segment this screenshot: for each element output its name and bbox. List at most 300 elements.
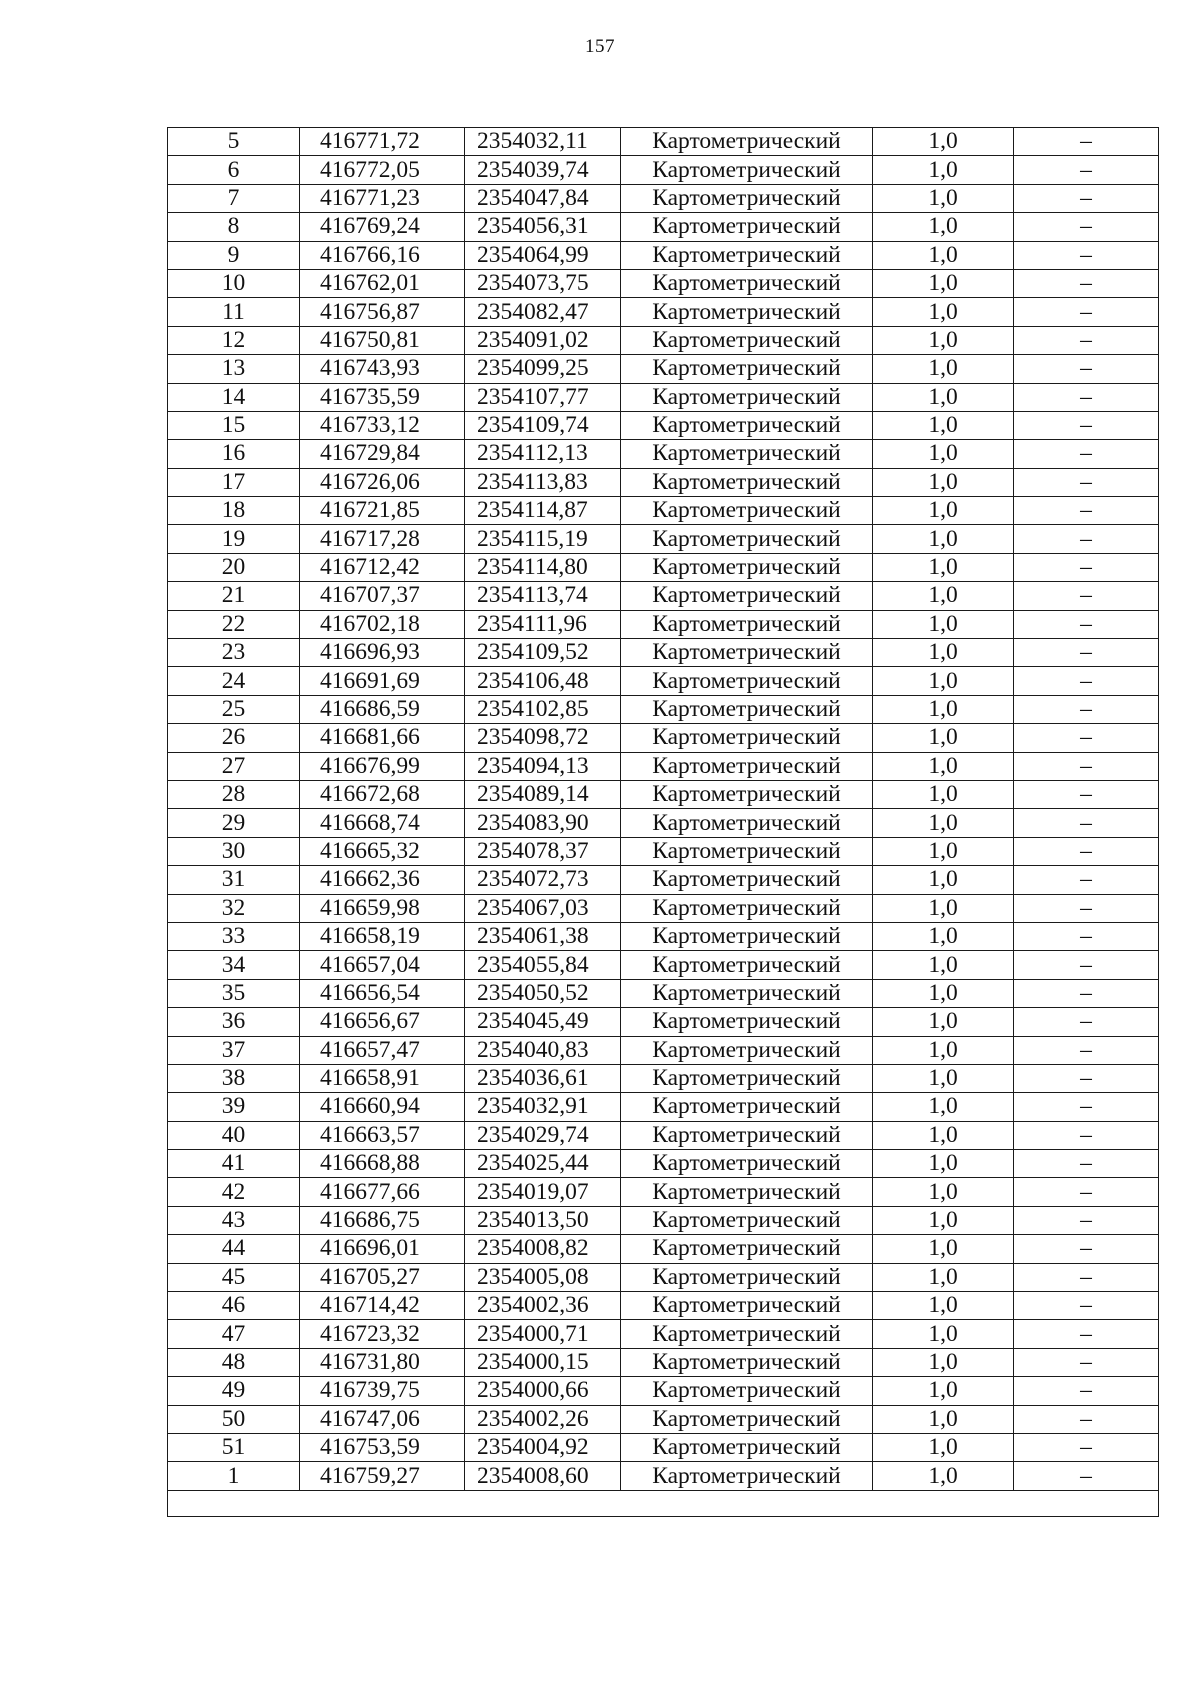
coordinate-x-cell: 416659,98: [300, 894, 465, 922]
description-cell: –: [1014, 326, 1159, 354]
method-cell: Картометрический: [621, 894, 873, 922]
coordinate-x-cell: 416657,04: [300, 951, 465, 979]
coordinate-x-cell: 416705,27: [300, 1263, 465, 1291]
coordinate-x-cell: 416772,05: [300, 156, 465, 184]
accuracy-cell: 1,0: [873, 383, 1014, 411]
table-row: [168, 866, 1159, 894]
method-cell: Картометрический: [621, 1064, 873, 1092]
table-row: [168, 1121, 1159, 1149]
description-cell: –: [1014, 639, 1159, 667]
point-number-cell: 46: [168, 1292, 300, 1320]
accuracy-cell: 1,0: [873, 1348, 1014, 1376]
coordinate-x-cell: 416660,94: [300, 1093, 465, 1121]
point-number-cell: 19: [168, 525, 300, 553]
accuracy-cell: 1,0: [873, 780, 1014, 808]
accuracy-cell: 1,0: [873, 269, 1014, 297]
point-number-cell: 35: [168, 979, 300, 1007]
method-cell: Картометрический: [621, 1235, 873, 1263]
table-row: [168, 951, 1159, 979]
table-row: [168, 1320, 1159, 1348]
accuracy-cell: 1,0: [873, 1433, 1014, 1461]
description-cell: –: [1014, 752, 1159, 780]
method-cell: Картометрический: [621, 411, 873, 439]
coordinate-y-cell: 2354025,44: [465, 1150, 621, 1178]
table-row: [168, 156, 1159, 184]
coordinate-x-cell: 416729,84: [300, 440, 465, 468]
table-row: [168, 411, 1159, 439]
point-number-cell: 15: [168, 411, 300, 439]
description-cell: –: [1014, 809, 1159, 837]
description-cell: –: [1014, 1377, 1159, 1405]
accuracy-cell: 1,0: [873, 1263, 1014, 1291]
table-row: [168, 128, 1159, 156]
point-number-cell: 39: [168, 1093, 300, 1121]
coordinate-y-cell: 2354112,13: [465, 440, 621, 468]
coordinate-y-cell: 2354045,49: [465, 1008, 621, 1036]
coordinate-x-cell: 416714,42: [300, 1292, 465, 1320]
accuracy-cell: 1,0: [873, 1320, 1014, 1348]
coordinate-y-cell: 2354078,37: [465, 837, 621, 865]
accuracy-cell: 1,0: [873, 241, 1014, 269]
description-cell: –: [1014, 1462, 1159, 1490]
coordinate-x-cell: 416743,93: [300, 355, 465, 383]
point-number-cell: 10: [168, 269, 300, 297]
accuracy-cell: 1,0: [873, 1377, 1014, 1405]
table-row: [168, 1462, 1159, 1490]
method-cell: Картометрический: [621, 780, 873, 808]
method-cell: Картометрический: [621, 1292, 873, 1320]
coordinate-y-cell: 2354056,31: [465, 213, 621, 241]
table-row: [168, 1036, 1159, 1064]
coordinate-x-cell: 416726,06: [300, 468, 465, 496]
coordinate-x-cell: 416702,18: [300, 610, 465, 638]
table-row: [168, 184, 1159, 212]
point-number-cell: 38: [168, 1064, 300, 1092]
point-number-cell: 49: [168, 1377, 300, 1405]
table-row: [168, 468, 1159, 496]
description-cell: –: [1014, 411, 1159, 439]
method-cell: Картометрический: [621, 553, 873, 581]
coordinate-x-cell: 416723,32: [300, 1320, 465, 1348]
coordinate-y-cell: 2354013,50: [465, 1206, 621, 1234]
point-number-cell: 7: [168, 184, 300, 212]
point-number-cell: 40: [168, 1121, 300, 1149]
coordinate-y-cell: 2354047,84: [465, 184, 621, 212]
accuracy-cell: 1,0: [873, 497, 1014, 525]
point-number-cell: 41: [168, 1150, 300, 1178]
coordinate-y-cell: 2354064,99: [465, 241, 621, 269]
method-cell: Картометрический: [621, 951, 873, 979]
table-row: [168, 213, 1159, 241]
coordinate-x-cell: 416771,23: [300, 184, 465, 212]
table-row: [168, 610, 1159, 638]
method-cell: Картометрический: [621, 497, 873, 525]
method-cell: Картометрический: [621, 610, 873, 638]
coordinate-x-cell: 416735,59: [300, 383, 465, 411]
table-row: [168, 922, 1159, 950]
method-cell: Картометрический: [621, 667, 873, 695]
description-cell: –: [1014, 184, 1159, 212]
coordinate-y-cell: 2354113,74: [465, 582, 621, 610]
description-cell: –: [1014, 894, 1159, 922]
description-cell: –: [1014, 269, 1159, 297]
coordinate-y-cell: 2354106,48: [465, 667, 621, 695]
method-cell: Картометрический: [621, 1008, 873, 1036]
accuracy-cell: 1,0: [873, 525, 1014, 553]
coordinate-x-cell: 416771,72: [300, 128, 465, 156]
point-number-cell: 25: [168, 695, 300, 723]
description-cell: –: [1014, 355, 1159, 383]
description-cell: –: [1014, 1121, 1159, 1149]
description-cell: –: [1014, 468, 1159, 496]
coordinate-y-cell: 2354032,11: [465, 128, 621, 156]
description-cell: –: [1014, 156, 1159, 184]
description-cell: –: [1014, 1235, 1159, 1263]
method-cell: Картометрический: [621, 922, 873, 950]
table-row: [168, 979, 1159, 1007]
method-cell: Картометрический: [621, 525, 873, 553]
method-cell: Картометрический: [621, 355, 873, 383]
table-row: [168, 695, 1159, 723]
accuracy-cell: 1,0: [873, 922, 1014, 950]
accuracy-cell: 1,0: [873, 1178, 1014, 1206]
method-cell: Картометрический: [621, 1206, 873, 1234]
coordinate-x-cell: 416769,24: [300, 213, 465, 241]
method-cell: Картометрический: [621, 1121, 873, 1149]
coordinate-y-cell: 2354109,74: [465, 411, 621, 439]
point-number-cell: 18: [168, 497, 300, 525]
coordinate-x-cell: 416696,93: [300, 639, 465, 667]
method-cell: Картометрический: [621, 241, 873, 269]
coordinate-y-cell: 2354067,03: [465, 894, 621, 922]
description-cell: –: [1014, 922, 1159, 950]
description-cell: –: [1014, 1150, 1159, 1178]
coordinate-x-cell: 416681,66: [300, 724, 465, 752]
method-cell: Картометрический: [621, 213, 873, 241]
method-cell: Картометрический: [621, 1348, 873, 1376]
point-number-cell: 47: [168, 1320, 300, 1348]
coordinate-x-cell: 416733,12: [300, 411, 465, 439]
accuracy-cell: 1,0: [873, 695, 1014, 723]
accuracy-cell: 1,0: [873, 979, 1014, 1007]
accuracy-cell: 1,0: [873, 1121, 1014, 1149]
table-row: [168, 582, 1159, 610]
table-row: [168, 1405, 1159, 1433]
coordinate-y-cell: 2354115,19: [465, 525, 621, 553]
coordinate-y-cell: 2354089,14: [465, 780, 621, 808]
description-cell: –: [1014, 213, 1159, 241]
accuracy-cell: 1,0: [873, 1093, 1014, 1121]
coordinate-y-cell: 2354040,83: [465, 1036, 621, 1064]
empty-cell: [168, 1490, 1159, 1516]
coordinate-y-cell: 2354102,85: [465, 695, 621, 723]
point-number-cell: 6: [168, 156, 300, 184]
table-row: [168, 894, 1159, 922]
accuracy-cell: 1,0: [873, 1292, 1014, 1320]
accuracy-cell: 1,0: [873, 724, 1014, 752]
accuracy-cell: 1,0: [873, 951, 1014, 979]
point-number-cell: 30: [168, 837, 300, 865]
description-cell: –: [1014, 837, 1159, 865]
table-row: [168, 1206, 1159, 1234]
point-number-cell: 14: [168, 383, 300, 411]
table-row: [168, 298, 1159, 326]
description-cell: –: [1014, 582, 1159, 610]
coordinate-x-cell: 416658,19: [300, 922, 465, 950]
coordinate-x-cell: 416762,01: [300, 269, 465, 297]
method-cell: Картометрический: [621, 1462, 873, 1490]
table-row: [168, 780, 1159, 808]
description-cell: –: [1014, 1036, 1159, 1064]
accuracy-cell: 1,0: [873, 639, 1014, 667]
coordinate-y-cell: 2354000,71: [465, 1320, 621, 1348]
description-cell: –: [1014, 128, 1159, 156]
accuracy-cell: 1,0: [873, 667, 1014, 695]
description-cell: –: [1014, 1348, 1159, 1376]
coordinate-y-cell: 2354109,52: [465, 639, 621, 667]
coordinate-x-cell: 416739,75: [300, 1377, 465, 1405]
description-cell: –: [1014, 525, 1159, 553]
method-cell: Картометрический: [621, 1405, 873, 1433]
coordinate-y-cell: 2354083,90: [465, 809, 621, 837]
coordinates-table-body: [168, 128, 1159, 1517]
description-cell: –: [1014, 1206, 1159, 1234]
table-row: [168, 1377, 1159, 1405]
table-row: [168, 383, 1159, 411]
table-row: [168, 497, 1159, 525]
coordinate-x-cell: 416656,54: [300, 979, 465, 1007]
coordinate-y-cell: 2354113,83: [465, 468, 621, 496]
accuracy-cell: 1,0: [873, 1206, 1014, 1234]
point-number-cell: 11: [168, 298, 300, 326]
coordinate-y-cell: 2354029,74: [465, 1121, 621, 1149]
coordinate-x-cell: 416712,42: [300, 553, 465, 581]
method-cell: Картометрический: [621, 752, 873, 780]
accuracy-cell: 1,0: [873, 582, 1014, 610]
coordinate-y-cell: 2354005,08: [465, 1263, 621, 1291]
point-number-cell: 44: [168, 1235, 300, 1263]
coordinate-x-cell: 416766,16: [300, 241, 465, 269]
accuracy-cell: 1,0: [873, 128, 1014, 156]
accuracy-cell: 1,0: [873, 326, 1014, 354]
coordinate-y-cell: 2354032,91: [465, 1093, 621, 1121]
accuracy-cell: 1,0: [873, 298, 1014, 326]
coordinate-x-cell: 416721,85: [300, 497, 465, 525]
table-row: [168, 809, 1159, 837]
point-number-cell: 24: [168, 667, 300, 695]
coordinate-y-cell: 2354072,73: [465, 866, 621, 894]
coordinate-y-cell: 2354002,26: [465, 1405, 621, 1433]
coordinate-x-cell: 416663,57: [300, 1121, 465, 1149]
table-row: [168, 1292, 1159, 1320]
table-row: [168, 724, 1159, 752]
accuracy-cell: 1,0: [873, 866, 1014, 894]
coordinate-y-cell: 2354055,84: [465, 951, 621, 979]
method-cell: Картометрический: [621, 1150, 873, 1178]
coordinate-y-cell: 2354107,77: [465, 383, 621, 411]
point-number-cell: 42: [168, 1178, 300, 1206]
accuracy-cell: 1,0: [873, 1462, 1014, 1490]
method-cell: Картометрический: [621, 1377, 873, 1405]
description-cell: –: [1014, 610, 1159, 638]
method-cell: Картометрический: [621, 298, 873, 326]
accuracy-cell: 1,0: [873, 610, 1014, 638]
point-number-cell: 48: [168, 1348, 300, 1376]
method-cell: Картометрический: [621, 383, 873, 411]
coordinate-x-cell: 416658,91: [300, 1064, 465, 1092]
method-cell: Картометрический: [621, 1036, 873, 1064]
table-row: [168, 1263, 1159, 1291]
coordinate-x-cell: 416717,28: [300, 525, 465, 553]
method-cell: Картометрический: [621, 128, 873, 156]
point-number-cell: 21: [168, 582, 300, 610]
point-number-cell: 13: [168, 355, 300, 383]
method-cell: Картометрический: [621, 1263, 873, 1291]
method-cell: Картометрический: [621, 1433, 873, 1461]
page-number: 157: [585, 36, 615, 57]
description-cell: –: [1014, 1008, 1159, 1036]
method-cell: Картометрический: [621, 269, 873, 297]
point-number-cell: 23: [168, 639, 300, 667]
method-cell: Картометрический: [621, 1178, 873, 1206]
method-cell: Картометрический: [621, 156, 873, 184]
description-cell: –: [1014, 298, 1159, 326]
point-number-cell: 34: [168, 951, 300, 979]
coordinate-x-cell: 416696,01: [300, 1235, 465, 1263]
table-row: [168, 1433, 1159, 1461]
point-number-cell: 32: [168, 894, 300, 922]
method-cell: Картометрический: [621, 184, 873, 212]
coordinate-x-cell: 416662,36: [300, 866, 465, 894]
coordinate-y-cell: 2354008,60: [465, 1462, 621, 1490]
coordinate-x-cell: 416668,74: [300, 809, 465, 837]
accuracy-cell: 1,0: [873, 184, 1014, 212]
coordinate-y-cell: 2354050,52: [465, 979, 621, 1007]
method-cell: Картометрический: [621, 979, 873, 1007]
coordinate-y-cell: 2354061,38: [465, 922, 621, 950]
method-cell: Картометрический: [621, 695, 873, 723]
method-cell: Картометрический: [621, 326, 873, 354]
table-row: [168, 1008, 1159, 1036]
method-cell: Картометрический: [621, 639, 873, 667]
table-row: [168, 269, 1159, 297]
accuracy-cell: 1,0: [873, 1235, 1014, 1263]
point-number-cell: 1: [168, 1462, 300, 1490]
coordinate-x-cell: 416756,87: [300, 298, 465, 326]
description-cell: –: [1014, 383, 1159, 411]
method-cell: Картометрический: [621, 582, 873, 610]
coordinate-y-cell: 2354002,36: [465, 1292, 621, 1320]
point-number-cell: 22: [168, 610, 300, 638]
point-number-cell: 36: [168, 1008, 300, 1036]
accuracy-cell: 1,0: [873, 1036, 1014, 1064]
point-number-cell: 37: [168, 1036, 300, 1064]
accuracy-cell: 1,0: [873, 1008, 1014, 1036]
table-row: [168, 241, 1159, 269]
coordinate-x-cell: 416747,06: [300, 1405, 465, 1433]
method-cell: Картометрический: [621, 1320, 873, 1348]
accuracy-cell: 1,0: [873, 553, 1014, 581]
description-cell: –: [1014, 951, 1159, 979]
description-cell: –: [1014, 440, 1159, 468]
table-row: [168, 440, 1159, 468]
coordinate-x-cell: 416672,68: [300, 780, 465, 808]
coordinates-table: [167, 127, 1159, 1517]
point-number-cell: 5: [168, 128, 300, 156]
point-number-cell: 27: [168, 752, 300, 780]
coordinate-x-cell: 416750,81: [300, 326, 465, 354]
description-cell: –: [1014, 667, 1159, 695]
table-row: [168, 1064, 1159, 1092]
point-number-cell: 31: [168, 866, 300, 894]
point-number-cell: 20: [168, 553, 300, 581]
coordinate-x-cell: 416676,99: [300, 752, 465, 780]
point-number-cell: 29: [168, 809, 300, 837]
description-cell: –: [1014, 241, 1159, 269]
accuracy-cell: 1,0: [873, 213, 1014, 241]
coordinate-y-cell: 2354099,25: [465, 355, 621, 383]
description-cell: –: [1014, 724, 1159, 752]
table-row: [168, 326, 1159, 354]
description-cell: –: [1014, 1093, 1159, 1121]
method-cell: Картометрический: [621, 724, 873, 752]
table-row: [168, 1235, 1159, 1263]
coordinate-y-cell: 2354094,13: [465, 752, 621, 780]
coordinate-x-cell: 416668,88: [300, 1150, 465, 1178]
table-row: [168, 553, 1159, 581]
coordinate-y-cell: 2354082,47: [465, 298, 621, 326]
description-cell: –: [1014, 1064, 1159, 1092]
accuracy-cell: 1,0: [873, 1064, 1014, 1092]
accuracy-cell: 1,0: [873, 1405, 1014, 1433]
point-number-cell: 28: [168, 780, 300, 808]
accuracy-cell: 1,0: [873, 894, 1014, 922]
accuracy-cell: 1,0: [873, 440, 1014, 468]
point-number-cell: 9: [168, 241, 300, 269]
method-cell: Картометрический: [621, 837, 873, 865]
accuracy-cell: 1,0: [873, 156, 1014, 184]
coordinate-y-cell: 2354000,66: [465, 1377, 621, 1405]
coordinate-y-cell: 2354098,72: [465, 724, 621, 752]
method-cell: Картометрический: [621, 468, 873, 496]
description-cell: –: [1014, 1433, 1159, 1461]
description-cell: –: [1014, 1263, 1159, 1291]
point-number-cell: 43: [168, 1206, 300, 1234]
point-number-cell: 8: [168, 213, 300, 241]
coordinate-x-cell: 416677,66: [300, 1178, 465, 1206]
description-cell: –: [1014, 497, 1159, 525]
table-row: [168, 639, 1159, 667]
description-cell: –: [1014, 780, 1159, 808]
table-empty-row: [168, 1490, 1159, 1516]
accuracy-cell: 1,0: [873, 837, 1014, 865]
accuracy-cell: 1,0: [873, 411, 1014, 439]
coordinate-x-cell: 416753,59: [300, 1433, 465, 1461]
method-cell: Картометрический: [621, 440, 873, 468]
table-row: [168, 1150, 1159, 1178]
description-cell: –: [1014, 1320, 1159, 1348]
point-number-cell: 16: [168, 440, 300, 468]
coordinate-y-cell: 2354039,74: [465, 156, 621, 184]
point-number-cell: 45: [168, 1263, 300, 1291]
point-number-cell: 12: [168, 326, 300, 354]
table-row: [168, 752, 1159, 780]
table-row: [168, 355, 1159, 383]
accuracy-cell: 1,0: [873, 809, 1014, 837]
coordinate-x-cell: 416731,80: [300, 1348, 465, 1376]
coordinate-y-cell: 2354091,02: [465, 326, 621, 354]
coordinate-y-cell: 2354019,07: [465, 1178, 621, 1206]
